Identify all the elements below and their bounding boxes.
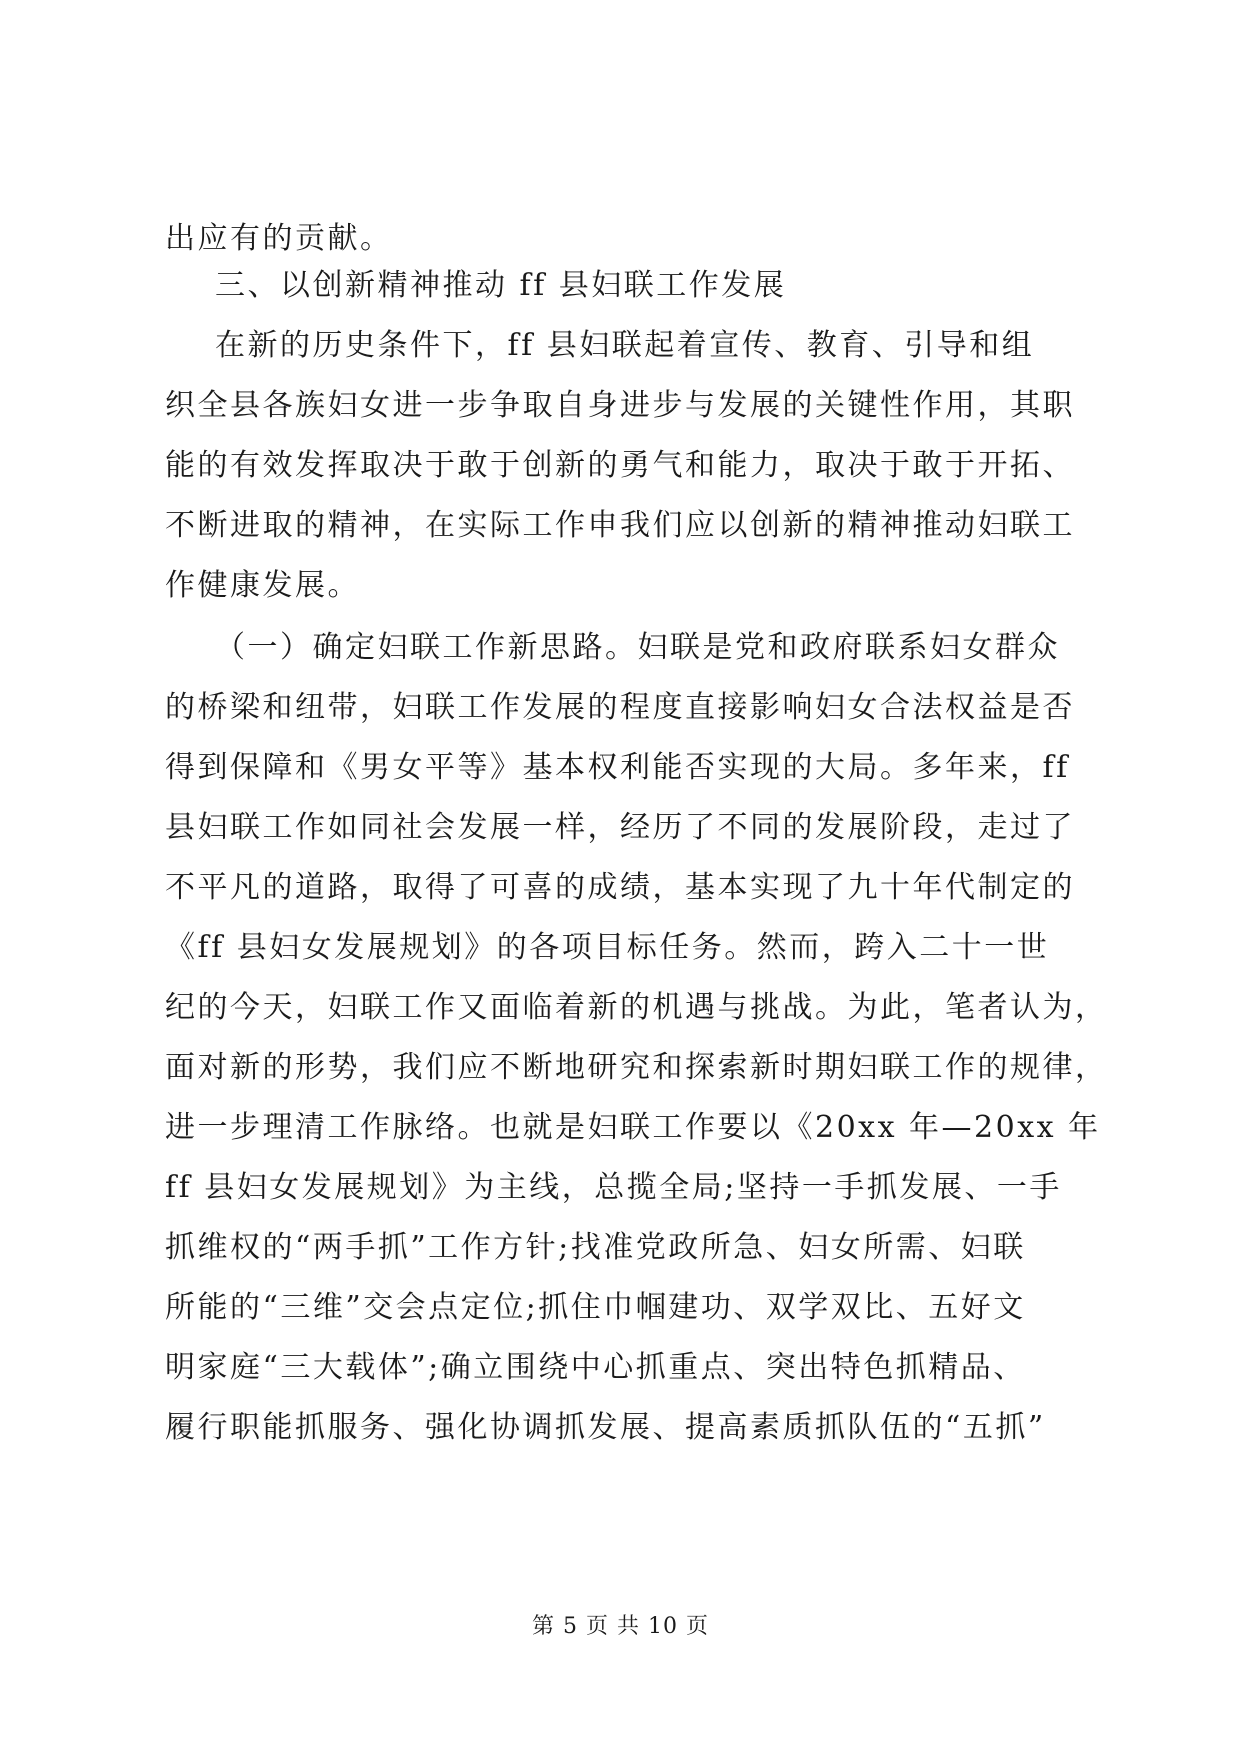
subsection-lead-line: （一）确定妇联工作新思路。妇联是党和政府联系妇女群众 (215, 630, 1060, 665)
text-line-5: 能的有效发挥取决于敢于创新的勇气和能力，取决于敢于开拓、 (165, 448, 1075, 483)
text-line-20: 明家庭“三大载体”;确立围绕中心抓重点、突出特色抓精品、 (165, 1350, 1026, 1385)
text-line-17: ff 县妇女发展规划》为主线，总揽全局;坚持一手抓发展、一手 (165, 1170, 1062, 1205)
text-line-12: 不平凡的道路，取得了可喜的成绩，基本实现了九十年代制定的 (165, 870, 1075, 905)
text-line-16: 进一步理清工作脉络。也就是妇联工作要以《20xx 年—20xx 年 (165, 1110, 1101, 1145)
page-number-footer: 第 5 页 共 10 页 (532, 1614, 709, 1639)
text-line-7: 作健康发展。 (165, 568, 360, 603)
text-line-4: 织全县各族妇女进一步争取自身进步与发展的关键性作用，其职 (165, 388, 1075, 423)
section-heading: 三、以创新精神推动 ff 县妇联工作发展 (215, 268, 787, 303)
text-line-19: 所能的“三维”交会点定位;抓住巾帼建功、双学双比、五好文 (165, 1290, 1026, 1325)
text-line-15: 面对新的形势，我们应不断地研究和探索新时期妇联工作的规律， (165, 1050, 1108, 1085)
text-line-21: 履行职能抓服务、强化协调抓发展、提高素质抓队伍的“五抓” (165, 1410, 1046, 1445)
text-line-14: 纪的今天，妇联工作又面临着新的机遇与挑战。为此，笔者认为， (165, 990, 1108, 1025)
text-line-1: 出应有的贡献。 (165, 221, 393, 256)
text-line-10: 得到保障和《男女平等》基本权利能否实现的大局。多年来，ff (165, 750, 1070, 785)
text-line-18: 抓维权的“两手抓”工作方针;找准党政所急、妇女所需、妇联 (165, 1230, 1026, 1265)
text-line-6: 不断进取的精神，在实际工作申我们应以创新的精神推动妇联工 (165, 508, 1075, 543)
text-line-9: 的桥梁和纽带，妇联工作发展的程度直接影响妇女合法权益是否 (165, 690, 1075, 725)
text-line-11: 县妇联工作如同社会发展一样，经历了不同的发展阶段，走过了 (165, 810, 1075, 845)
text-line-3: 在新的历史条件下，ff 县妇联起着宣传、教育、引导和组 (215, 328, 1035, 363)
text-line-13: 《ff 县妇女发展规划》的各项目标任务。然而，跨入二十一世 (165, 930, 1050, 965)
